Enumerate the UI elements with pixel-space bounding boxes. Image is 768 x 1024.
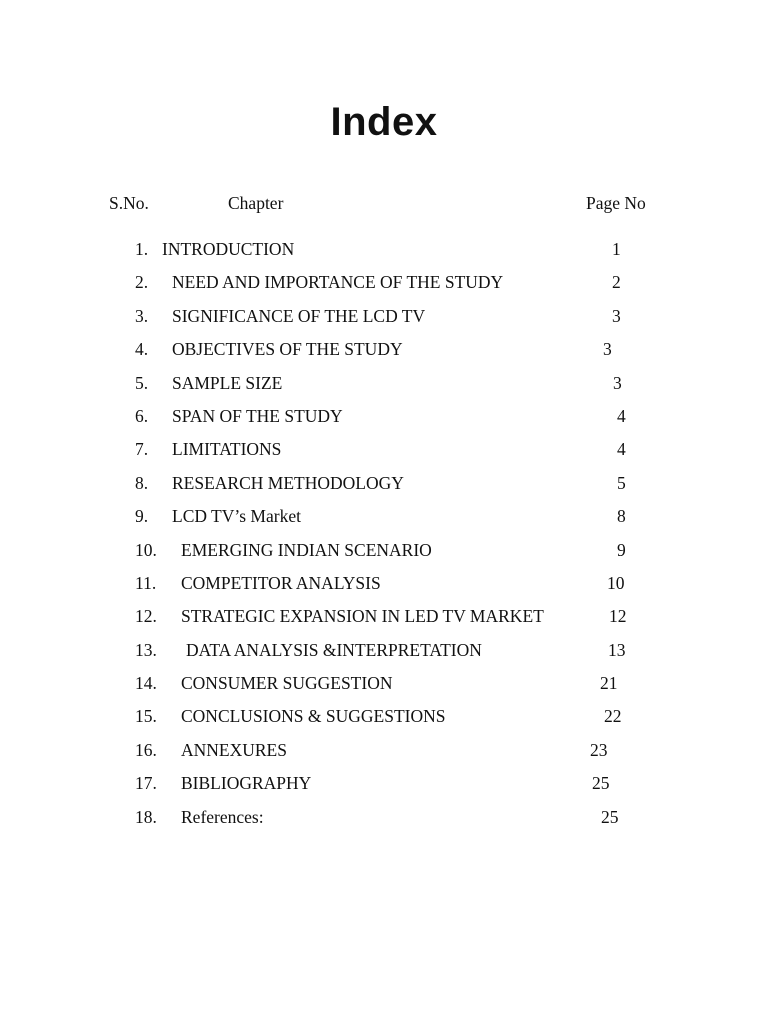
page-number: 13 — [608, 639, 626, 660]
chapter-title: LIMITATIONS — [172, 439, 282, 460]
chapter-title: NEED AND IMPORTANCE OF THE STUDY — [172, 272, 504, 293]
page-number: 9 — [617, 539, 626, 560]
chapter-title: STRATEGIC EXPANSION IN LED TV MARKET — [181, 606, 544, 627]
column-header-chapter: Chapter — [228, 193, 284, 213]
chapter-title: ANNEXURES — [181, 739, 287, 760]
row-number: 7. — [135, 439, 149, 460]
index-row-1 — [0, 238, 768, 271]
index-row-5 — [0, 372, 768, 405]
row-number: 15. — [135, 706, 157, 727]
page-number: 21 — [600, 673, 618, 694]
index-row-9 — [0, 505, 768, 538]
chapter-title: DATA ANALYSIS &INTERPRETATION — [186, 639, 482, 660]
row-number: 1. — [135, 239, 149, 259]
row-number: 2. — [135, 272, 149, 293]
chapter-title: CONCLUSIONS & SUGGESTIONS — [181, 706, 446, 727]
column-header-sno: S.No. — [109, 193, 149, 213]
row-number: 17. — [135, 773, 157, 794]
row-number: 12. — [135, 606, 157, 627]
index-row-3 — [0, 305, 768, 338]
chapter-title: LCD TV’s Market — [172, 506, 301, 527]
page-number: 1 — [612, 239, 621, 259]
page-number: 22 — [604, 706, 622, 727]
chapter-title: SPAN OF THE STUDY — [172, 405, 343, 426]
chapter-title: BIBLIOGRAPHY — [181, 773, 312, 794]
row-number: 18. — [135, 806, 157, 827]
page-number: 12 — [609, 606, 627, 627]
index-row-18 — [0, 806, 768, 839]
index-row-6 — [0, 405, 768, 438]
index-row-15 — [0, 705, 768, 738]
page-number: 8 — [617, 506, 626, 527]
row-number: 14. — [135, 673, 157, 694]
index-row-12 — [0, 605, 768, 638]
chapter-title: OBJECTIVES OF THE STUDY — [172, 339, 403, 360]
page-number: 10 — [607, 572, 625, 593]
page-number: 4 — [617, 405, 626, 426]
page-number: 3 — [612, 305, 621, 326]
column-header-page-no: Page No — [586, 193, 646, 213]
chapter-title: INTRODUCTION — [162, 239, 295, 259]
index-row-14 — [0, 672, 768, 705]
row-number: 16. — [135, 739, 157, 760]
chapter-title: SAMPLE SIZE — [172, 372, 283, 393]
index-row-4 — [0, 338, 768, 371]
row-number: 10. — [135, 539, 157, 560]
index-row-13 — [0, 639, 768, 672]
page-number: 3 — [613, 372, 622, 393]
page-number: 2 — [612, 272, 621, 293]
page-number: 4 — [617, 439, 626, 460]
index-row-16 — [0, 739, 768, 772]
chapter-title: References: — [181, 806, 264, 827]
row-number: 8. — [135, 472, 149, 493]
index-row-2 — [0, 271, 768, 304]
index-row-11 — [0, 572, 768, 605]
row-number: 11. — [135, 572, 157, 593]
chapter-title: EMERGING INDIAN SCENARIO — [181, 539, 432, 560]
index-list — [0, 238, 768, 839]
chapter-title: RESEARCH METHODOLOGY — [172, 472, 404, 493]
row-number: 9. — [135, 506, 149, 527]
row-number: 5. — [135, 372, 149, 393]
index-row-7 — [0, 438, 768, 471]
page-number: 5 — [617, 472, 626, 493]
index-row-8 — [0, 472, 768, 505]
page-number: 25 — [592, 773, 610, 794]
index-row-10 — [0, 539, 768, 572]
row-number: 4. — [135, 339, 149, 360]
row-number: 6. — [135, 405, 149, 426]
chapter-title: COMPETITOR ANALYSIS — [181, 572, 381, 593]
page-number: 25 — [601, 806, 619, 827]
chapter-title: CONSUMER SUGGESTION — [181, 673, 393, 694]
page-number: 23 — [590, 739, 608, 760]
page-title: Index — [330, 100, 438, 144]
row-number: 3. — [135, 305, 149, 326]
chapter-title: SIGNIFICANCE OF THE LCD TV — [172, 305, 426, 326]
index-row-17 — [0, 772, 768, 805]
row-number: 13. — [135, 639, 157, 660]
page-number: 3 — [603, 339, 612, 360]
